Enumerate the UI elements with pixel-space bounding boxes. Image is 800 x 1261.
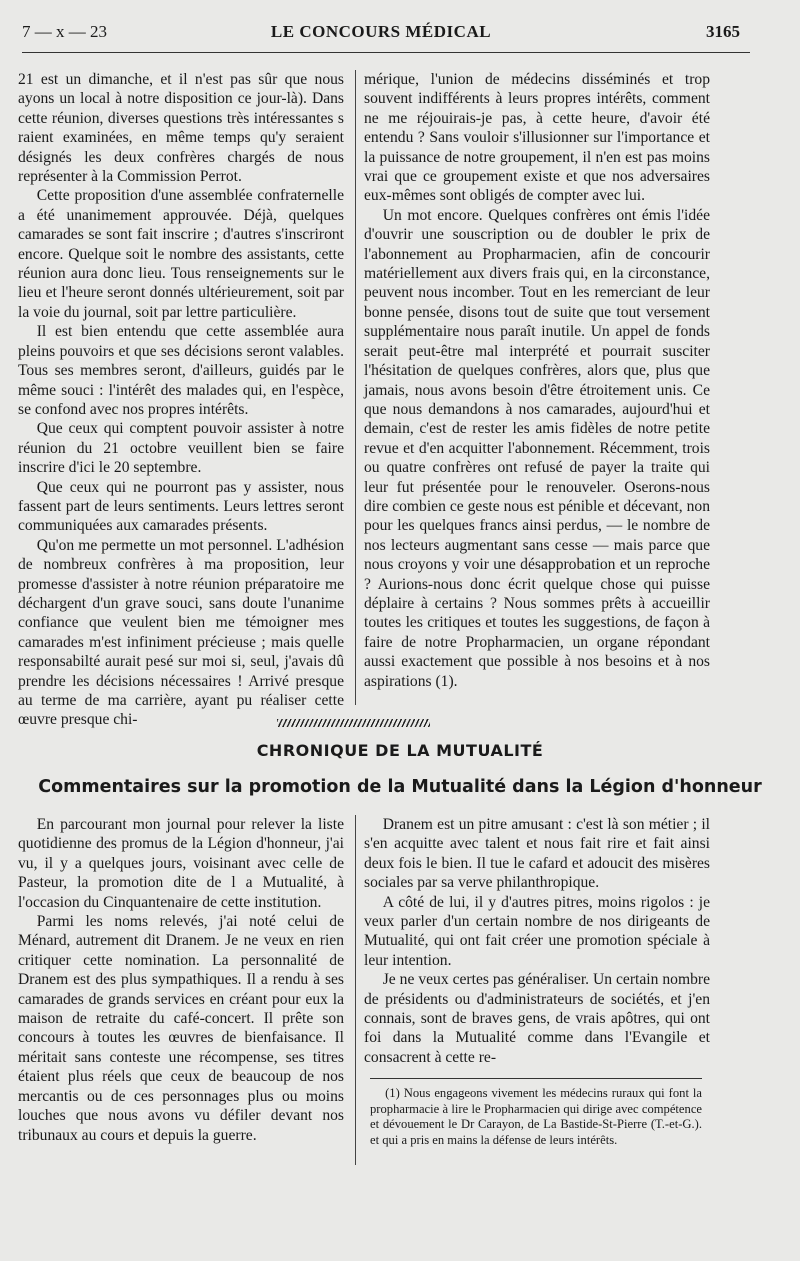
header-rule [22,52,750,53]
column-divider [355,70,356,705]
paragraph: 21 est un dimanche, et il n'est pas sûr que nous ayons un local à notre disposition ce jour-là). Dans cette réunion, diverses questions très intéressantes s raient examinées, en même temps qu'y seraient désignés les deux confrères chargés de nous représenter à la Commission Perrot. [18,71,344,186]
paragraph: Parmi les noms relevés, j'ai noté celui de Ménard, autrement dit Dranem. Je ne veux en rien critiquer cette nomination. La personnalité de Dranem est des plus sympathiques. Il a rendu à ses camarades de grands services en créant pour eux la maison de retraite du café-concert. Il prête son concours à toutes les œuvres de bienfaisance. Il méritait sans conteste une récompense, ses titres étaient plus réels que ceux de beaucoup de nos mercantis ou de ces personnages plus ou moins louches que nous avons vu défiler devant nos tribunaux au cours et depuis la guerre. [18,913,344,1144]
header-issue-ref: 7 — x — 23 [22,22,107,41]
page-number: 3165 [706,22,740,41]
paragraph: Que ceux qui comptent pouvoir assister à notre réunion du 21 octobre veuillent bien se faire inscrire d'ici le 20 septembre. [18,420,344,477]
paragraph: Dranem est un pitre amusant : c'est là son métier ; il s'en acquitte avec talent et nous fait rire et fait ainsi deux fois le bien. Il tue le cafard et adoucit des misères sociales par sa verve philanthropique. [364,816,710,892]
footnote [370,1086,702,1148]
top-right-column [364,70,710,691]
paragraph: Je ne veux certes pas généraliser. Un certain nombre de présidents ou d'administrateurs de sociétés, et j'en connais, sont de braves gens, de vrais apôtres, qui ont foi dans la Mutualité comme dans l'Evangile et consacrent à cette re- [364,971,710,1066]
paragraph: Il est bien entendu que cette assemblée aura pleins pouvoirs et que ses décisions seront valables. Tous ses membres seront, d'ailleurs, guidés par le même souci : l'intérêt des malades qui, en l'espèce, se confond avec nos propres intérêts. [18,323,344,418]
top-left-column [18,70,344,730]
paragraph: mérique, l'union de médecins disséminés et trop souvent indifférents à leurs propres intérêts, comment ne me réjouirais-je pas, à cette heure, d'avoir été entendu ? Sans vouloir s'illusionner sur l'importance et la puissance de notre groupement, il n'en est pas moins vrai que ce groupement existe et que nos adversaires eux-mêmes sont obligés de compter avec lui. [364,71,710,205]
footnote-text: (1) Nous engageons vivement les médecins ruraux qui font la propharmacie à lire le Propharmacien qui dirige avec compétence et dévouement le Dr Carayon, de La Bastide-St-Pierre (T.-et-G.). et qui a pris en mains la défense de leurs intérêts. [370,1086,702,1147]
bottom-left-column [18,815,344,1145]
paragraph: Qu'on me permette un mot personnel. L'adhésion de nombreux confrères à ma proposition, leur promesse d'assister à notre réunion préparatoire me déchargent d'un grave souci, sans doute l'unanime confiance que veulent bien me témoigner mes camarades m'est infiniment précieuse ; mais quelle responsabilté aurait pesé sur moi si, seul, j'avais dû prendre les décisions nécessaires ! Arrivé presque au terme de ma carrière, ayant pu réaliser cette œuvre presque chi- [18,536,344,729]
journal-title: LE CONCOURS MÉDICAL [270,22,492,41]
paragraph: Cette proposition d'une assemblée confraternelle a été unanimement approuvée. Déjà, quelques camarades se sont fait inscrire ; d'autres s'inscriront encore. Quelque soit le nombre des assistants, cette réunion aura donc lieu. Tous renseignements sur le lieu et l'heure seront donnés ultérieurement, soit par la voie du journal, soit par lettre particulière. [18,187,344,321]
bottom-right-column [364,815,710,1067]
paragraph: En parcourant mon journal pour relever la liste quotidienne des promus de la Légion d'honneur, j'ai vu, il y a quelques jours, voisinant avec celle de Pasteur, la promotion dite de l a Mutualité, à l'occasion du Cinquantenaire de cette institution. [18,816,344,911]
section-title: CHRONIQUE DE LA MUTUALITÉ [256,741,544,760]
paragraph: Un mot encore. Quelques confrères ont émis l'idée d'ouvrir une souscription ou de doubler le prix de l'abonnement au Propharmacien, afin de concourir matériellement aux divers frais qui, en la circonstance, peuvent nous incomber. Tout en les remerciant de leur bonne pensée, disons tout de suite que tout versement supplémentaire nous paraît inutile. Un appel de fonds serait peut-être mal interprété et pourrait susciter l'hésitation de quelques confrères, alors que, plus que jamais, nous avons besoin d'être étroitement unis. Ce que nous demandons à nos camarades, aujourd'hui et demain, c'est de rester les amis fidèles de notre petite revue et d'en acquitter l'abonnement. Récemment, trois ou quatre confrères ont refusé de payer la traite qui leur fut présentée pour le renouveler. Oserons-nous dire combien ce geste nous est pénible et décevant, non pour les quelques francs ainsi perdus, — le nombre de nos lecteurs augmentant sans cesse — mais parce que nous croyons y voir une désapprobation et un reproche ? Aurions-nous donc écrit quelque chose qui puisse déplaire à certains ? Nous sommes prêts à accueillir toutes les critiques et toutes les suggestions, de façon à faire de notre Propharmacien, un organe répondant aussi exactement que possible à nos besoins et à nos aspirations (1). [364,206,710,690]
paragraph: Que ceux qui ne pourront pas y assister, nous fassent part de leurs sentiments. Leurs lettres seront communiquées aux camarades présents. [18,478,344,535]
paragraph: A côté de lui, il y d'autres pitres, moins rigolos : je veux parler d'un certain nombre de nos dirigeants de Mutualité, qui ont fait créer une promotion spéciale à leur intention. [364,893,710,969]
page-header [22,22,740,46]
article-title: Commentaires sur la promotion de la Mutualité dans la Légion d'honneur [38,777,762,797]
column-divider [355,815,356,1165]
footnote-rule [370,1078,702,1079]
ornament-divider [277,719,430,727]
